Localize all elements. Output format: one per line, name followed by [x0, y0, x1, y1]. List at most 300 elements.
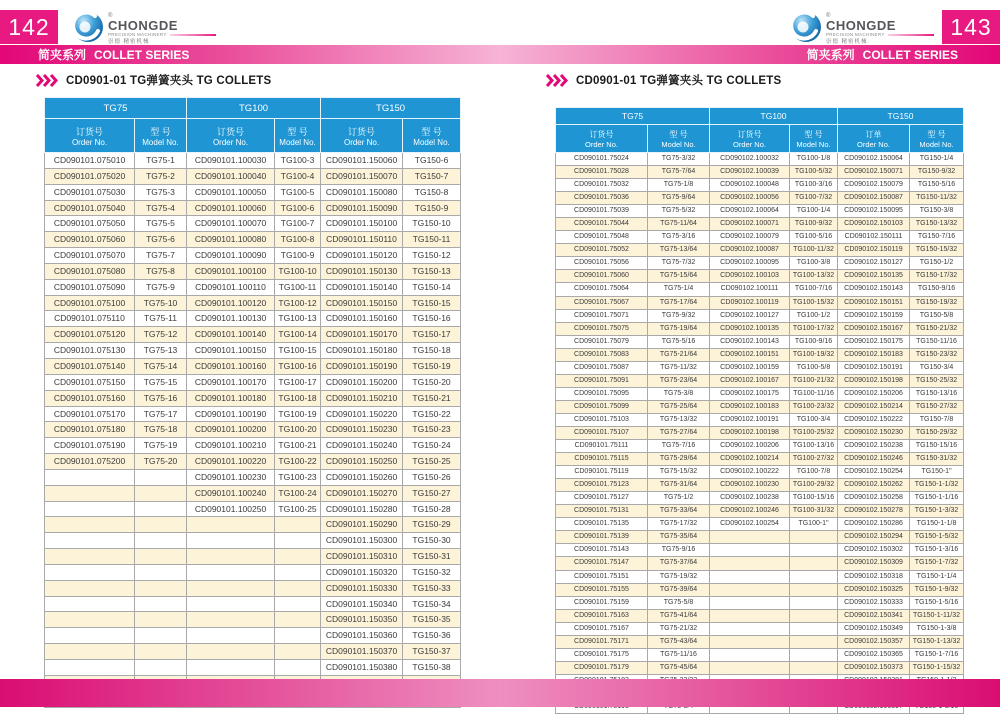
cell: CD090102.100103: [710, 270, 790, 283]
table-row: [556, 309, 964, 322]
cell: TG75-21/64: [648, 348, 710, 361]
table-row: [45, 454, 461, 470]
cell: CD090101.150360: [321, 628, 403, 644]
cell: CD090102.150103: [838, 218, 910, 231]
series-bar: [500, 45, 1000, 64]
cell: CD090101.150290: [321, 517, 403, 533]
cell: CD090101.75123: [556, 479, 648, 492]
cell: CD090101.100180: [187, 390, 275, 406]
cell: CD090102.100159: [710, 361, 790, 374]
table-row: [556, 192, 964, 205]
cell: TG150-16: [403, 311, 461, 327]
cell: TG100-3/16: [790, 179, 838, 192]
cell: CD090101.150300: [321, 533, 403, 549]
table-row: [45, 469, 461, 485]
cell: CD090101.75083: [556, 348, 648, 361]
cell: CD090102.100119: [710, 296, 790, 309]
table-row: [556, 440, 964, 453]
cell: CD090102.100238: [710, 492, 790, 505]
table-row: [45, 168, 461, 184]
cell: TG75-17: [135, 406, 187, 422]
cell: CD090101.150370: [321, 644, 403, 660]
table-row: [45, 501, 461, 517]
cell: TG150-1-5/32: [910, 531, 964, 544]
group-header: TG100: [710, 108, 838, 125]
cell: TG75-29/64: [648, 453, 710, 466]
table-row: [556, 374, 964, 387]
cell: [135, 564, 187, 580]
table-row: [556, 505, 964, 518]
cell: CD090101.150320: [321, 564, 403, 580]
cell: [135, 612, 187, 628]
cell: CD090102.150325: [838, 583, 910, 596]
series-bar: [0, 45, 500, 64]
table-row: [45, 200, 461, 216]
table-row: [45, 232, 461, 248]
cell: TG150-24: [403, 438, 461, 454]
cell: CD090102.100175: [710, 387, 790, 400]
cell: TG150-13/16: [910, 387, 964, 400]
series-title-en: COLLET SERIES: [862, 47, 958, 62]
column-header: 型 号 Model No.: [275, 119, 321, 153]
cell: CD090102.150309: [838, 557, 910, 570]
table-row: [556, 648, 964, 661]
cell: [187, 564, 275, 580]
cell: TG150-15/16: [910, 440, 964, 453]
cell: TG75-4: [135, 200, 187, 216]
cell: CD090102.100127: [710, 309, 790, 322]
cell: CD090101.150380: [321, 660, 403, 676]
table-row: [556, 231, 964, 244]
cell: CD090101.150200: [321, 374, 403, 390]
cell: CD090102.100087: [710, 244, 790, 257]
cell: CD090101.075130: [45, 343, 135, 359]
cell: [275, 628, 321, 644]
cell: [790, 544, 838, 557]
cell: CD090101.75075: [556, 322, 648, 335]
cell: CD090101.150280: [321, 501, 403, 517]
cell: TG75-41/64: [648, 609, 710, 622]
cell: CD090101.100230: [187, 469, 275, 485]
cell: TG100-13/32: [790, 270, 838, 283]
table-row: [45, 184, 461, 200]
table-row: [45, 660, 461, 676]
cell: TG150-13/32: [910, 218, 964, 231]
cell: CD090101.75139: [556, 531, 648, 544]
table-row: [556, 205, 964, 218]
cell: TG150-35: [403, 612, 461, 628]
cell: CD090101.150110: [321, 232, 403, 248]
cell: TG100-22: [275, 454, 321, 470]
table-row: [556, 218, 964, 231]
cell: [45, 660, 135, 676]
cell: [790, 596, 838, 609]
cell: TG75-9/64: [648, 192, 710, 205]
cell: [790, 661, 838, 674]
cell: CD090102.100191: [710, 413, 790, 426]
cell: [275, 596, 321, 612]
cell: [710, 609, 790, 622]
cell: TG150-13: [403, 263, 461, 279]
table-row: [556, 387, 964, 400]
cell: TG150-3/8: [910, 205, 964, 218]
cell: [790, 557, 838, 570]
cell: CD090102.100167: [710, 374, 790, 387]
cell: [710, 635, 790, 648]
column-header: 订货号 Order No.: [321, 119, 403, 153]
brand-zh: 崇德 精密机械: [108, 38, 150, 45]
cell: [135, 501, 187, 517]
cell: CD090101.150350: [321, 612, 403, 628]
cell: TG150-25: [403, 454, 461, 470]
cell: TG75-3: [135, 184, 187, 200]
cell: CD090102.100206: [710, 440, 790, 453]
cell: TG75-37/64: [648, 557, 710, 570]
cell: [790, 583, 838, 596]
cell: CD090102.150294: [838, 531, 910, 544]
table-row: [45, 644, 461, 660]
cell: TG150-29/32: [910, 426, 964, 439]
cell: CD090102.100151: [710, 348, 790, 361]
cell: TG75-33/64: [648, 505, 710, 518]
cell: CD090101.150060: [321, 153, 403, 169]
cell: TG100-12: [275, 295, 321, 311]
table-row: [45, 295, 461, 311]
cell: TG75-8: [135, 263, 187, 279]
cell: TG75-17/32: [648, 518, 710, 531]
cell: TG150-37: [403, 644, 461, 660]
cell: CD090101.100080: [187, 232, 275, 248]
cell: CD090102.100222: [710, 466, 790, 479]
table-row: [45, 422, 461, 438]
cell: TG75-7/32: [648, 257, 710, 270]
table-row: [45, 343, 461, 359]
table-row: [45, 580, 461, 596]
table-row: [45, 596, 461, 612]
cell: TG150-1/2: [910, 257, 964, 270]
cell: CD090101.75028: [556, 166, 648, 179]
cell: [710, 544, 790, 557]
cell: [275, 549, 321, 565]
chevron-icon: [546, 74, 570, 87]
cell: CD090102.100111: [710, 283, 790, 296]
cell: [45, 628, 135, 644]
table-row: [556, 270, 964, 283]
table-row: [556, 596, 964, 609]
cell: TG100-25: [275, 501, 321, 517]
cell: [790, 648, 838, 661]
table-row: [556, 570, 964, 583]
cell: TG100-23: [275, 469, 321, 485]
cell: TG100-5/8: [790, 361, 838, 374]
table-row: [556, 531, 964, 544]
cell: CD090102.150246: [838, 453, 910, 466]
column-header: 型 号 Model No.: [790, 125, 838, 153]
cell: CD090101.100110: [187, 279, 275, 295]
cell: TG75-9/16: [648, 544, 710, 557]
cell: TG150-27: [403, 485, 461, 501]
cell: TG150-33: [403, 580, 461, 596]
table-row: [45, 517, 461, 533]
column-header: 型 号 Model No.: [648, 125, 710, 153]
cell: CD090102.150258: [838, 492, 910, 505]
cell: CD090101.075070: [45, 248, 135, 264]
table-row: [556, 557, 964, 570]
cell: [135, 628, 187, 644]
cell: CD090101.100220: [187, 454, 275, 470]
table-row: [556, 296, 964, 309]
cell: CD090101.100130: [187, 311, 275, 327]
cell: TG150-9: [403, 200, 461, 216]
cell: TG150-5/16: [910, 179, 964, 192]
table-row: [556, 622, 964, 635]
cell: CD090101.75111: [556, 440, 648, 453]
cell: CD090101.100160: [187, 358, 275, 374]
cell: CD090101.075100: [45, 295, 135, 311]
cell: TG150-5/8: [910, 309, 964, 322]
cell: [710, 622, 790, 635]
cell: [45, 644, 135, 660]
cell: TG150-29: [403, 517, 461, 533]
cell: TG100-13/16: [790, 440, 838, 453]
cell: TG75-23/64: [648, 374, 710, 387]
cell: CD090102.150143: [838, 283, 910, 296]
cell: TG150-11/16: [910, 335, 964, 348]
cell: CD090101.150120: [321, 248, 403, 264]
cell: CD090102.150079: [838, 179, 910, 192]
cell: CD090101.75044: [556, 218, 648, 231]
cell: TG150-20: [403, 374, 461, 390]
cell: [790, 570, 838, 583]
cell: TG75-11/64: [648, 218, 710, 231]
section-title-row: [36, 72, 271, 88]
brand-subtitle: PRECISION MACHINERY: [826, 32, 885, 37]
cell: CD090101.150140: [321, 279, 403, 295]
cell: CD090101.150190: [321, 358, 403, 374]
cell: CD090101.150270: [321, 485, 403, 501]
cell: CD090102.150064: [838, 153, 910, 166]
column-header: 订货号 Order No.: [710, 125, 790, 153]
cell: [187, 517, 275, 533]
table-row: [45, 390, 461, 406]
cell: CD090101.150180: [321, 343, 403, 359]
cell: TG100-20: [275, 422, 321, 438]
cell: TG150-1-1/8: [910, 518, 964, 531]
cell: TG150-21/32: [910, 322, 964, 335]
cell: TG100-13: [275, 311, 321, 327]
cell: [135, 517, 187, 533]
cell: CD090101.100060: [187, 200, 275, 216]
cell: CD090101.075200: [45, 454, 135, 470]
cell: CD090102.150135: [838, 270, 910, 283]
cell: [187, 612, 275, 628]
cell: CD090102.100198: [710, 426, 790, 439]
cell: CD090101.75159: [556, 596, 648, 609]
cell: TG75-25/64: [648, 400, 710, 413]
cell: [45, 596, 135, 612]
cell: TG75-1: [135, 153, 187, 169]
cell: CD090102.150214: [838, 400, 910, 413]
cell: TG100-24: [275, 485, 321, 501]
cell: CD090102.100135: [710, 322, 790, 335]
cell: CD090101.75039: [556, 205, 648, 218]
brand-name: CHONGDE: [108, 18, 178, 33]
cell: CD090101.075140: [45, 358, 135, 374]
cell: [45, 533, 135, 549]
cell: TG75-3/16: [648, 231, 710, 244]
cell: TG100-17: [275, 374, 321, 390]
cell: TG150-1-3/32: [910, 505, 964, 518]
cell: CD090101.075190: [45, 438, 135, 454]
cell: TG150-1-5/16: [910, 596, 964, 609]
cell: TG150-1-1/16: [910, 492, 964, 505]
cell: CD090101.100250: [187, 501, 275, 517]
cell: [790, 635, 838, 648]
cell: CD090101.075040: [45, 200, 135, 216]
cell: TG75-3/32: [648, 153, 710, 166]
cell: CD090101.150210: [321, 390, 403, 406]
cell: CD090102.100064: [710, 205, 790, 218]
table-row: [556, 166, 964, 179]
cell: TG150-21: [403, 390, 461, 406]
cell: CD090101.75135: [556, 518, 648, 531]
cell: CD090102.150341: [838, 609, 910, 622]
cell: TG75-11/16: [648, 648, 710, 661]
cell: CD090102.150254: [838, 466, 910, 479]
table-row: [45, 564, 461, 580]
cell: TG150-25/32: [910, 374, 964, 387]
cell: CD090101.100100: [187, 263, 275, 279]
cell: CD090101.100030: [187, 153, 275, 169]
cell: CD090102.100048: [710, 179, 790, 192]
cell: TG150-12: [403, 248, 461, 264]
group-header: TG150: [838, 108, 964, 125]
cell: CD090101.75179: [556, 661, 648, 674]
table-row: [45, 612, 461, 628]
series-title-en: COLLET SERIES: [94, 47, 190, 62]
cell: TG75-39/64: [648, 583, 710, 596]
cell: TG100-7/32: [790, 192, 838, 205]
page-title: CD0901-01 TG弹簧夹头 TG COLLETS: [576, 75, 782, 87]
cell: TG75-6: [135, 232, 187, 248]
cell: [275, 644, 321, 660]
cell: CD090101.150230: [321, 422, 403, 438]
brand-name: CHONGDE: [826, 18, 896, 33]
cell: CD090101.100090: [187, 248, 275, 264]
cell: CD090102.150349: [838, 622, 910, 635]
cell: TG150-1-7/16: [910, 648, 964, 661]
table-row: [45, 438, 461, 454]
cell: [275, 564, 321, 580]
brand-underline: [170, 34, 216, 36]
cell: [135, 485, 187, 501]
group-header: TG100: [187, 98, 321, 119]
cell: CD090101.75099: [556, 400, 648, 413]
cell: TG75-43/64: [648, 635, 710, 648]
cell: CD090101.75071: [556, 309, 648, 322]
cell: TG150-1-11/32: [910, 609, 964, 622]
table-row: [556, 348, 964, 361]
cell: TG150-32: [403, 564, 461, 580]
cell: TG100-7/16: [790, 283, 838, 296]
cell: [710, 570, 790, 583]
cell: [275, 612, 321, 628]
cell: TG100-5/16: [790, 231, 838, 244]
cell: CD090101.100200: [187, 422, 275, 438]
cell: TG75-5: [135, 216, 187, 232]
cell: CD090102.150095: [838, 205, 910, 218]
table-row: [556, 635, 964, 648]
cell: CD090101.75036: [556, 192, 648, 205]
cell: [135, 580, 187, 596]
cell: CD090101.75032: [556, 179, 648, 192]
table-row: [556, 492, 964, 505]
cell: CD090101.75091: [556, 374, 648, 387]
table-row: [556, 179, 964, 192]
cell: [135, 596, 187, 612]
cell: TG75-20: [135, 454, 187, 470]
cell: TG75-1/2: [648, 492, 710, 505]
cell: TG100-1/2: [790, 309, 838, 322]
cell: CD090101.150070: [321, 168, 403, 184]
cell: TG150-6: [403, 153, 461, 169]
cell: CD090101.75127: [556, 492, 648, 505]
cell: TG100-4: [275, 168, 321, 184]
cell: CD090101.150310: [321, 549, 403, 565]
cell: [275, 580, 321, 596]
cell: TG75-9/32: [648, 309, 710, 322]
cell: CD090102.150302: [838, 544, 910, 557]
cell: [710, 596, 790, 609]
cell: TG150-8: [403, 184, 461, 200]
globe-icon: [72, 11, 104, 43]
cell: TG150-1-1/32: [910, 479, 964, 492]
cell: TG75-15/64: [648, 270, 710, 283]
cell: CD090101.075150: [45, 374, 135, 390]
cell: CD090101.75151: [556, 570, 648, 583]
page-number: 142: [0, 10, 58, 44]
page-142: [0, 0, 500, 707]
cell: TG75-9: [135, 279, 187, 295]
brand-logo: [72, 11, 216, 45]
cell: TG75-13/32: [648, 413, 710, 426]
cell: CD090101.100210: [187, 438, 275, 454]
cell: [187, 549, 275, 565]
table-row: [556, 661, 964, 674]
column-header: 订货号 Order No.: [45, 119, 135, 153]
cell: CD090101.100140: [187, 327, 275, 343]
column-header: 型 号 Model No.: [403, 119, 461, 153]
cell: CD090101.150150: [321, 295, 403, 311]
table-row: [45, 374, 461, 390]
table-row: [556, 583, 964, 596]
cell: [275, 660, 321, 676]
series-title-zh: 简夹系列: [38, 48, 87, 62]
cell: CD090102.100032: [710, 153, 790, 166]
cell: CD090101.75024: [556, 153, 648, 166]
cell: [710, 583, 790, 596]
cell: TG150-26: [403, 469, 461, 485]
cell: TG100-25/32: [790, 426, 838, 439]
cell: TG75-7/64: [648, 166, 710, 179]
cell: TG75-19/32: [648, 570, 710, 583]
cell: CD090101.75064: [556, 283, 648, 296]
cell: TG150-28: [403, 501, 461, 517]
cell: [45, 612, 135, 628]
cell: CD090101.075120: [45, 327, 135, 343]
cell: CD090101.75131: [556, 505, 648, 518]
cell: CD090102.150365: [838, 648, 910, 661]
